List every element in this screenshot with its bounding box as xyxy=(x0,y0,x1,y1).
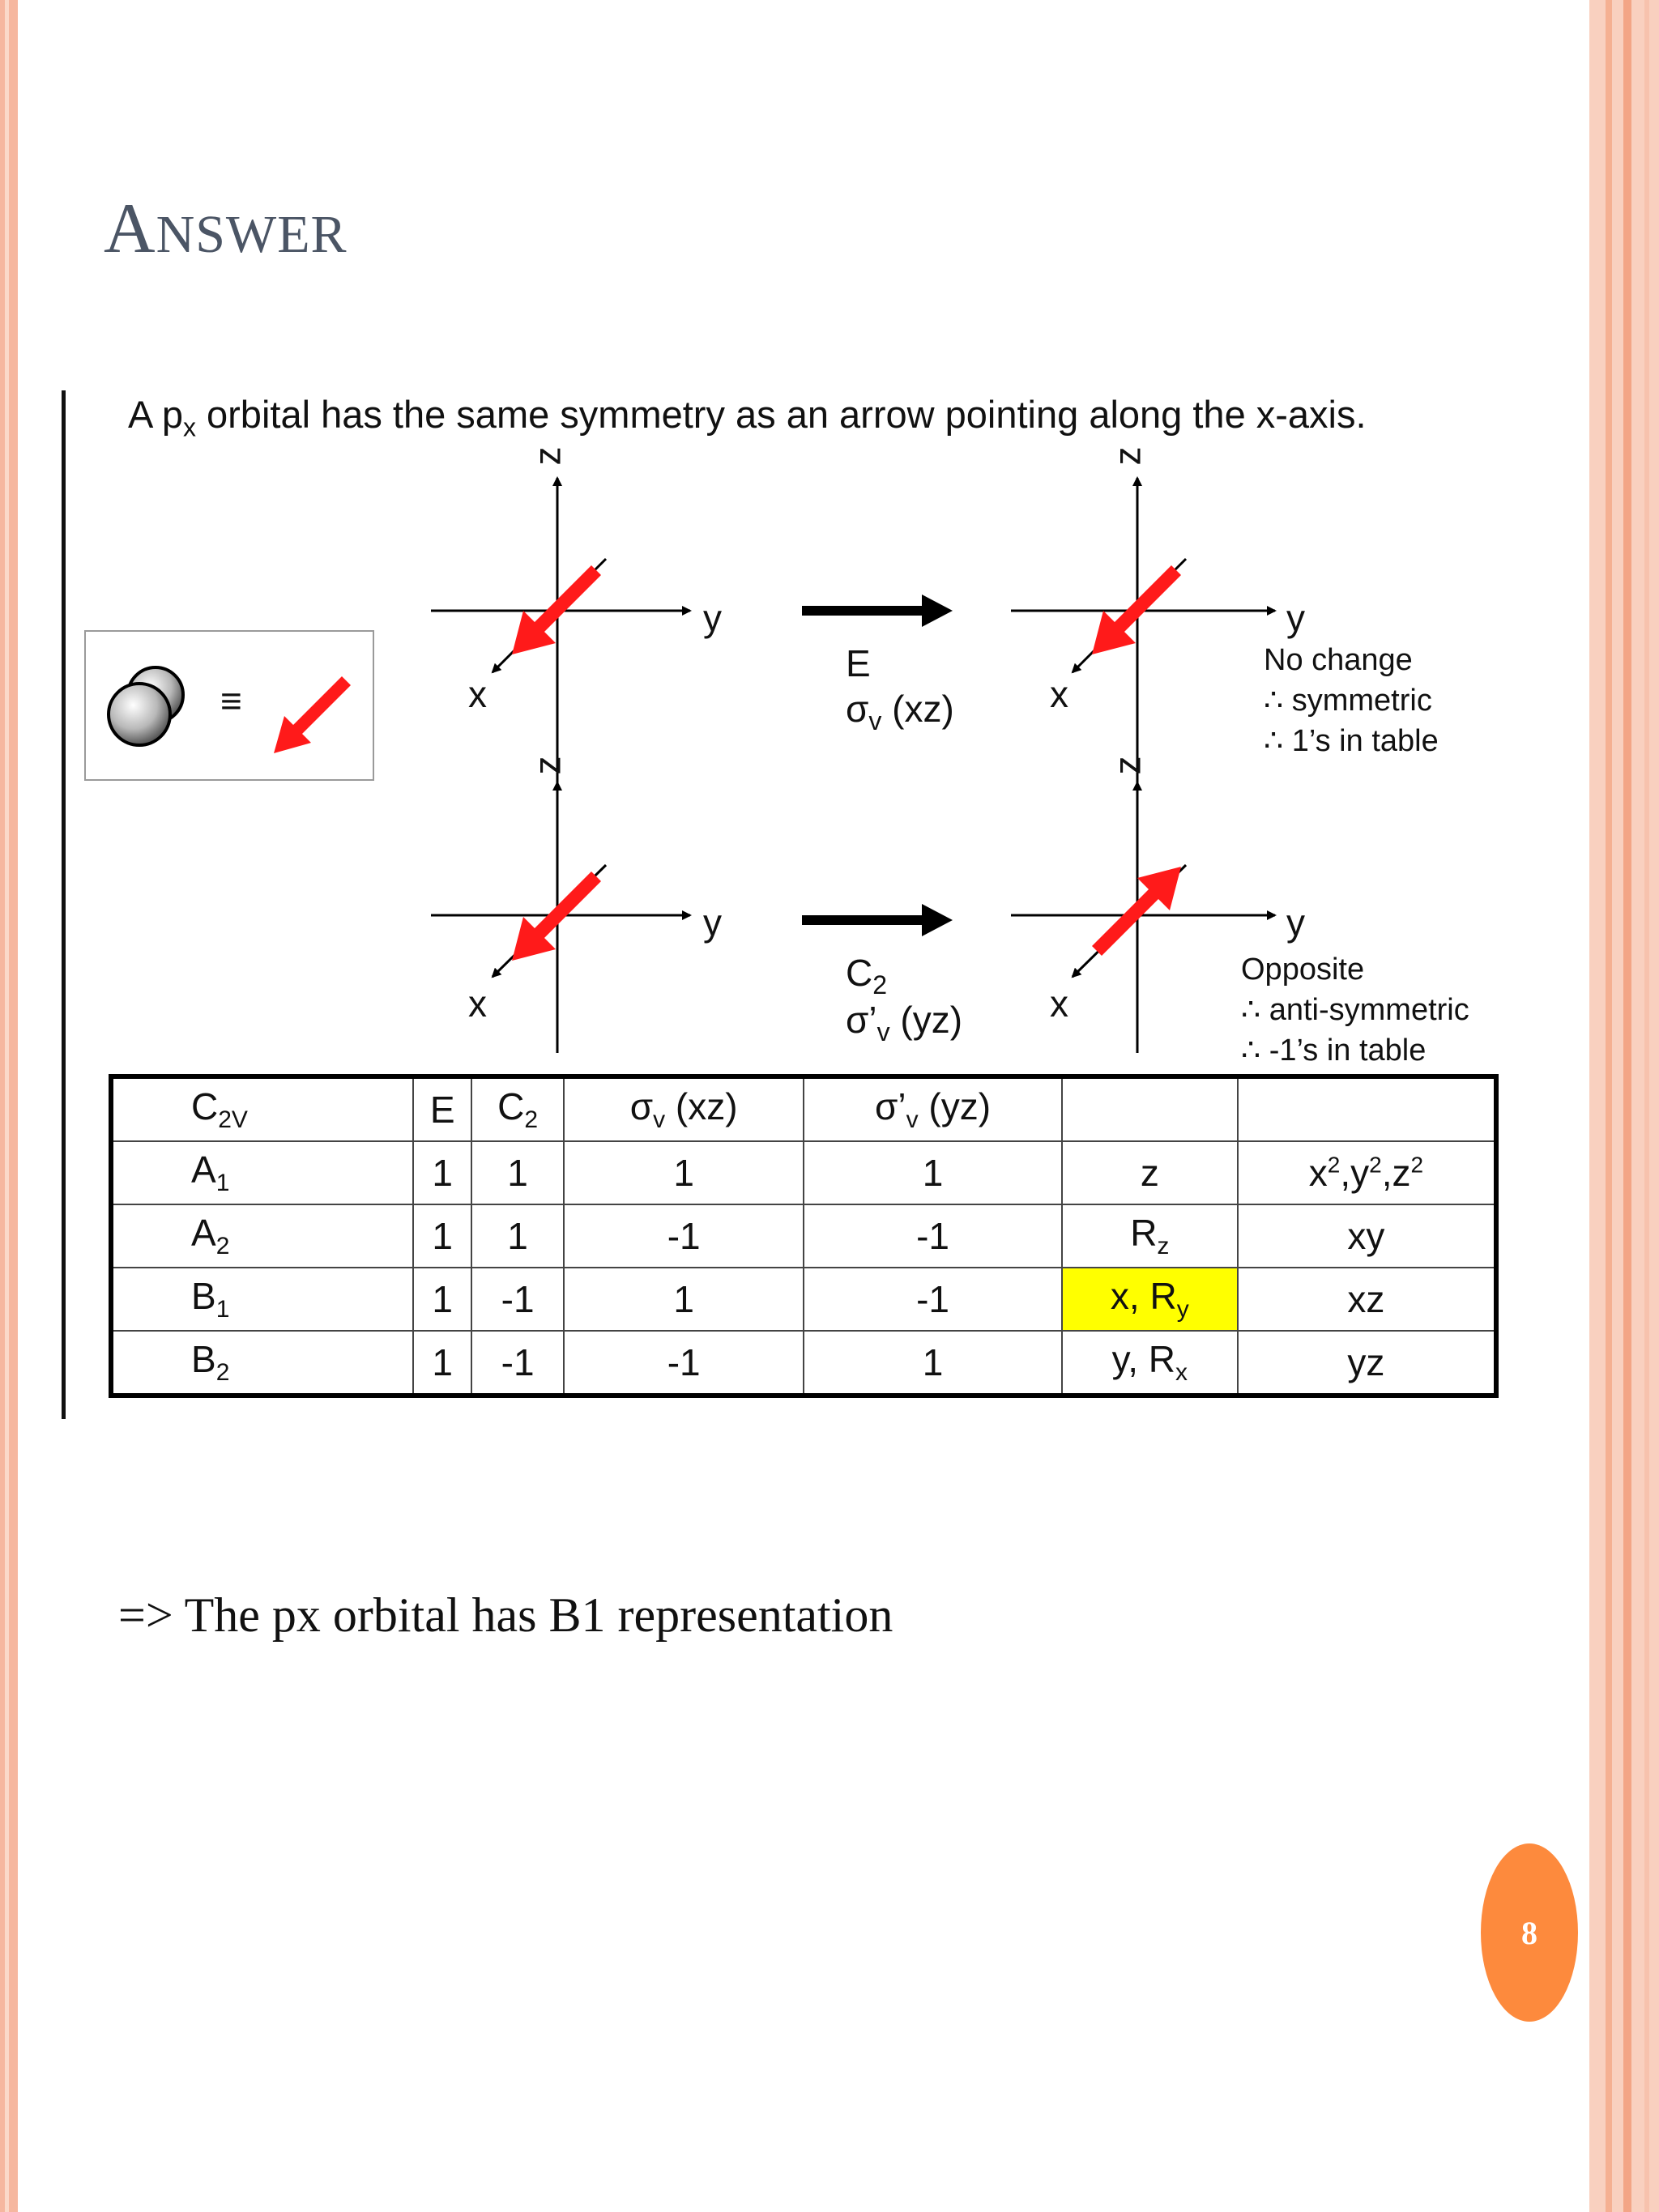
table-header-row xyxy=(111,1076,1496,1141)
table-cell: $B_1$ xyxy=(111,1268,413,1331)
table-cell: y, $R_x$ xyxy=(1062,1331,1238,1396)
table-cell: -1 xyxy=(564,1204,804,1268)
table-cell: $\sigma_v$ (xz) xyxy=(564,1076,804,1141)
table-cell xyxy=(1062,1076,1238,1141)
table-row xyxy=(111,1204,1496,1268)
table-cell: 1 xyxy=(564,1268,804,1331)
table-cell: $\sigma’_v$ (yz) xyxy=(804,1076,1062,1141)
x-axis-label: x xyxy=(1050,673,1068,715)
table-cell: 1 xyxy=(413,1268,471,1331)
orbital-sphere-icon xyxy=(109,667,183,745)
z-axis-label: z xyxy=(1106,756,1149,775)
table-cell: E xyxy=(413,1076,471,1141)
table-row xyxy=(111,1268,1496,1331)
table-cell: 1 xyxy=(413,1204,471,1268)
table-cell: 1 xyxy=(564,1141,804,1204)
table-cell: 1 xyxy=(413,1331,471,1396)
table-cell: $C_{2V}$ xyxy=(111,1076,413,1141)
operation-arrow-bottom xyxy=(802,904,953,936)
table-cell: $A_1$ xyxy=(111,1141,413,1204)
table-cell: z xyxy=(1062,1141,1238,1204)
conclusion-text: => The px orbital has B1 representation xyxy=(118,1588,893,1642)
y-axis-label: y xyxy=(1286,597,1305,639)
table-cell xyxy=(1238,1076,1496,1141)
operation-bottom-line2: $\sigma’_v$ (yz) xyxy=(846,999,963,1047)
slide-title: ANSWER xyxy=(104,190,348,268)
table-cell: yz xyxy=(1238,1331,1496,1396)
y-axis-label: y xyxy=(1286,901,1305,944)
table-cell: -1 xyxy=(564,1331,804,1396)
table-cell: xz xyxy=(1238,1268,1496,1331)
table-cell: 1 xyxy=(471,1141,564,1204)
operation-top-line2: $\sigma_v$ (xz) xyxy=(846,688,954,736)
z-axis-label: z xyxy=(526,446,569,466)
table-cell: $B_2$ xyxy=(111,1331,413,1396)
table-cell: 1 xyxy=(413,1141,471,1204)
character-table xyxy=(109,1074,1499,1398)
intro-sentence: A $p_x$ orbital has the same symmetry as an arrow pointing along the x-axis. xyxy=(128,393,1367,442)
x-axis-label: x xyxy=(1050,982,1068,1025)
table-cell: -1 xyxy=(471,1268,564,1331)
operation-top-line1: E xyxy=(846,642,871,684)
legend-red-arrow-icon xyxy=(274,676,351,753)
operation-arrow-top xyxy=(802,595,953,627)
table-cell: -1 xyxy=(804,1204,1062,1268)
operation-bottom-line1: $C_2$ xyxy=(846,952,888,1000)
table-cell: $A_2$ xyxy=(111,1204,413,1268)
x-axis-label: x xyxy=(468,982,487,1025)
z-axis-label: z xyxy=(1106,446,1149,466)
x-axis-label: x xyxy=(468,673,487,715)
table-cell: $C_2$ xyxy=(471,1076,564,1141)
table-cell: xy xyxy=(1238,1204,1496,1268)
y-axis-label: y xyxy=(703,597,722,639)
page-number-badge: 8 xyxy=(1481,1843,1578,2022)
highlighted-cell: x, $R_y$ xyxy=(1062,1268,1238,1331)
note-top: No change ∴ symmetric ∴ 1’s in table xyxy=(1264,643,1439,758)
table-cell: $x^2,y^2,z^2$ xyxy=(1238,1141,1496,1204)
z-axis-label: z xyxy=(526,756,569,775)
note-bottom: Opposite ∴ anti-symmetric ∴ -1’s in table xyxy=(1241,953,1469,1068)
table-cell: -1 xyxy=(471,1331,564,1396)
table-cell: 1 xyxy=(471,1204,564,1268)
y-axis-label: y xyxy=(703,901,722,944)
table-row xyxy=(111,1141,1496,1204)
table-cell: -1 xyxy=(804,1268,1062,1331)
table-cell: 1 xyxy=(804,1141,1062,1204)
equivalence-sign: ≡ xyxy=(220,680,242,722)
table-cell: 1 xyxy=(804,1331,1062,1396)
table-row xyxy=(111,1331,1496,1396)
table-cell: $R_z$ xyxy=(1062,1204,1238,1268)
